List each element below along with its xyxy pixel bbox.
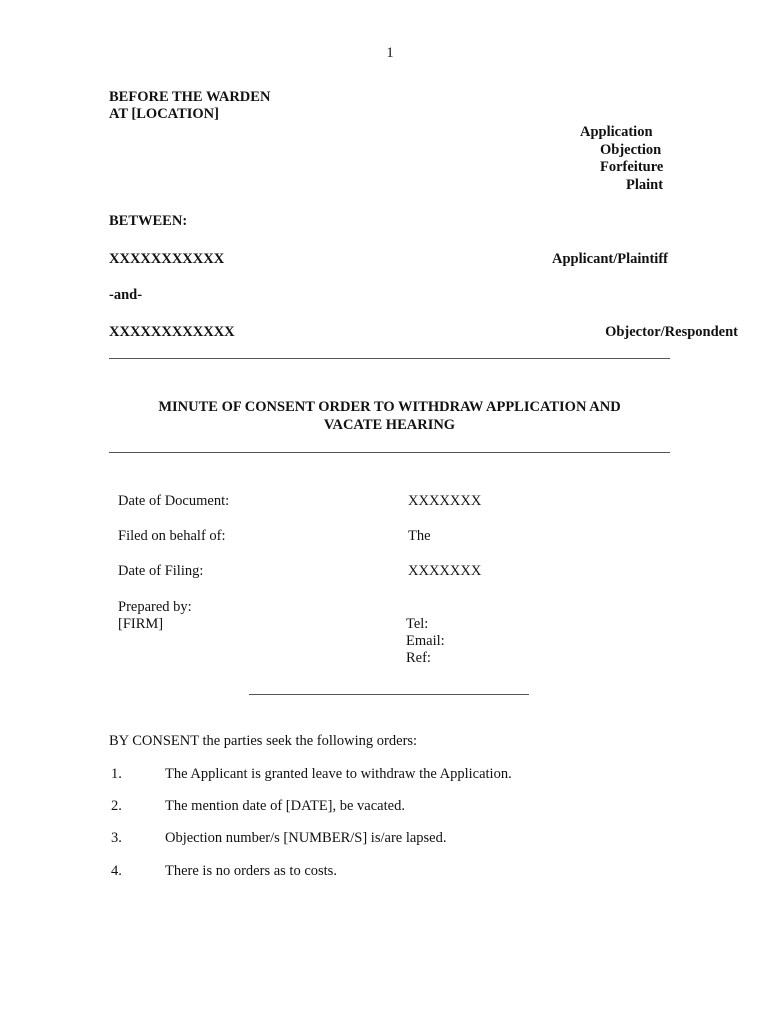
order-text: The Applicant is granted leave to withdraw the Application. [165,766,512,782]
between-label: BETWEEN: [109,213,188,229]
order-text: Objection number/s [NUMBER/S] is/are lapsed. [165,830,447,846]
order-number: 1. [111,766,122,782]
proceeding-type-forfeiture: Forfeiture [600,159,664,175]
ref-label: Ref: [406,650,431,666]
document-title-line2: VACATE HEARING [323,417,456,433]
divider-short [249,694,529,695]
order-text: There is no orders as to costs. [165,863,337,879]
tel-label: Tel: [406,616,429,632]
filed-on-behalf-label: Filed on behalf of: [118,528,226,544]
divider-top [109,358,670,359]
date-of-filing-value: XXXXXXX [408,563,482,579]
proceeding-type-plaint: Plaint [626,177,664,193]
proceeding-type-objection: Objection [600,142,662,158]
proceeding-type-application: Application [580,124,653,140]
email-label: Email: [406,633,445,649]
date-of-document-label: Date of Document: [118,493,230,509]
party1-name: XXXXXXXXXXX [109,251,225,267]
party2-name: XXXXXXXXXXXX [109,324,235,340]
court-heading-line2: AT [LOCATION] [109,106,219,122]
prepared-by-firm: [FIRM] [118,616,164,632]
orders-intro: BY CONSENT the parties seek the following orders: [109,733,418,749]
filed-on-behalf-value: The [408,528,431,544]
document-title-line1: MINUTE OF CONSENT ORDER TO WITHDRAW APPLICATION AND [158,399,621,415]
court-heading-line1: BEFORE THE WARDEN [109,89,271,105]
party2-role: Objector/Respondent [605,324,738,340]
order-number: 3. [111,830,122,846]
divider-title [109,452,670,453]
prepared-by-label: Prepared by: [118,599,192,615]
page-number: 1 [386,45,394,61]
party1-role: Applicant/Plaintiff [551,251,668,267]
date-of-filing-label: Date of Filing: [118,563,204,579]
order-number: 4. [111,863,122,879]
order-text: The mention date of [DATE], be vacated. [165,798,405,814]
order-number: 2. [111,798,122,814]
date-of-document-value: XXXXXXX [408,493,482,509]
and-label: -and- [109,287,143,303]
